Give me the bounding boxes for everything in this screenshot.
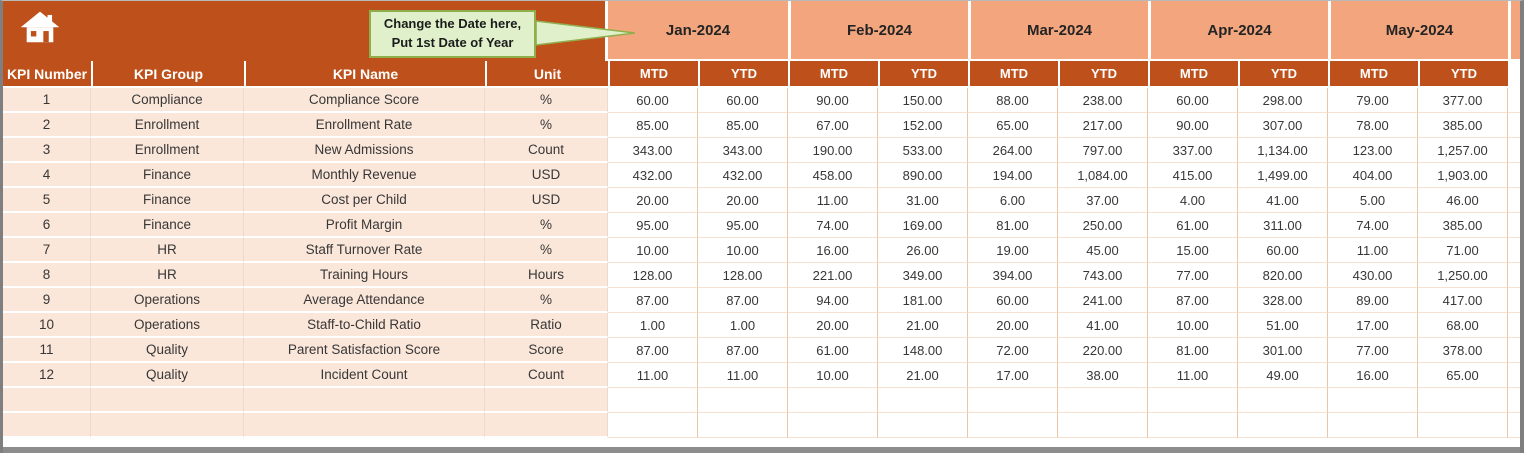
value-cell[interactable]: 181.00 [878,288,968,313]
col-header-unit[interactable]: Unit [485,61,608,88]
kpi-number-cell[interactable]: 5 [3,188,91,213]
value-cell[interactable] [1148,413,1238,438]
cut-off-cell [1508,363,1520,388]
value-cell[interactable]: 20.00 [968,313,1058,338]
value-cell[interactable]: 88.00 [968,88,1058,113]
value-cell[interactable]: 19.00 [968,238,1058,263]
unit-cell[interactable]: Hours [485,263,608,288]
value-cell[interactable]: 20.00 [698,188,788,213]
kpi-name-cell[interactable]: Enrollment Rate [244,113,485,138]
kpi-group-cell[interactable]: Enrollment [91,138,244,163]
value-cell[interactable]: 11.00 [788,188,878,213]
value-cell[interactable]: 11.00 [608,363,698,388]
unit-cell[interactable]: % [485,238,608,263]
value-cell[interactable]: 190.00 [788,138,878,163]
unit-cell[interactable]: USD [485,163,608,188]
value-cell[interactable]: 298.00 [1238,88,1328,113]
value-cell[interactable] [1328,413,1418,438]
value-cell[interactable]: 72.00 [968,338,1058,363]
cut-off-cell [1508,188,1520,213]
value-cell[interactable]: 10.00 [1148,313,1238,338]
value-cell[interactable]: 238.00 [1058,88,1148,113]
callout-line-2: Put 1st Date of Year [391,35,514,50]
value-cell[interactable]: 311.00 [1238,213,1328,238]
kpi-name-cell[interactable]: Incident Count [244,363,485,388]
value-cell[interactable]: 250.00 [1058,213,1148,238]
value-cell[interactable]: 26.00 [878,238,968,263]
value-cell[interactable] [1148,388,1238,413]
value-cell[interactable]: 85.00 [608,113,698,138]
value-cell[interactable]: 343.00 [698,138,788,163]
value-cell[interactable]: 61.00 [1148,213,1238,238]
home-icon [19,9,61,51]
unit-cell[interactable]: % [485,288,608,313]
unit-cell[interactable]: Count [485,363,608,388]
kpi-group-cell[interactable] [91,413,244,438]
value-cell[interactable] [1058,388,1148,413]
value-cell[interactable]: 241.00 [1058,288,1148,313]
value-cell[interactable] [608,388,698,413]
value-cell[interactable]: 90.00 [1148,113,1238,138]
value-cell[interactable]: 307.00 [1238,113,1328,138]
value-cell[interactable]: 1.00 [608,313,698,338]
value-cell[interactable] [968,388,1058,413]
month-label: Feb-2024 [846,21,913,39]
value-cell[interactable]: 1,250.00 [1418,263,1508,288]
value-cell[interactable]: 10.00 [608,238,698,263]
value-cell[interactable]: 10.00 [698,238,788,263]
header-cut-off-cell [1508,61,1520,88]
value-cell[interactable]: 337.00 [1148,138,1238,163]
value-cell[interactable] [1238,413,1328,438]
month-label: Jan-2024 [665,21,731,39]
value-cell[interactable]: 65.00 [968,113,1058,138]
cut-off-cell [1508,388,1520,413]
value-cell[interactable]: 51.00 [1238,313,1328,338]
col-header-apr-ytd[interactable]: YTD [1238,61,1328,88]
window-bottom-border [3,447,1520,453]
cut-off-cell [1508,88,1520,113]
value-cell[interactable]: 16.00 [788,238,878,263]
value-cell[interactable]: 41.00 [1238,188,1328,213]
value-cell[interactable]: 1,903.00 [1418,163,1508,188]
value-cell[interactable]: 377.00 [1418,88,1508,113]
value-cell[interactable]: 11.00 [1148,363,1238,388]
cut-off-cell [1508,288,1520,313]
col-header-kpi-name[interactable]: KPI Name [244,61,485,88]
value-cell[interactable]: 74.00 [1328,213,1418,238]
value-cell[interactable]: 87.00 [698,288,788,313]
value-cell[interactable] [968,413,1058,438]
value-cell[interactable]: 61.00 [788,338,878,363]
value-cell[interactable]: 11.00 [698,363,788,388]
col-header-mar-ytd[interactable]: YTD [1058,61,1148,88]
col-header-apr-mtd[interactable]: MTD [1148,61,1238,88]
cut-off-cell [1508,313,1520,338]
kpi-name-cell[interactable]: Parent Satisfaction Score [244,338,485,363]
col-header-may-ytd[interactable]: YTD [1418,61,1508,88]
value-cell[interactable]: 148.00 [878,338,968,363]
kpi-name-cell[interactable]: Staff Turnover Rate [244,238,485,263]
value-cell[interactable] [1238,388,1328,413]
value-cell[interactable]: 123.00 [1328,138,1418,163]
kpi-name-cell[interactable] [244,388,485,413]
kpi-name-cell[interactable]: Cost per Child [244,188,485,213]
kpi-name-cell[interactable] [244,413,485,438]
kpi-group-cell[interactable] [91,388,244,413]
kpi-group-cell[interactable]: Enrollment [91,113,244,138]
value-cell[interactable]: 301.00 [1238,338,1328,363]
value-cell[interactable]: 87.00 [608,288,698,313]
value-cell[interactable]: 89.00 [1328,288,1418,313]
value-cell[interactable]: 458.00 [788,163,878,188]
value-cell[interactable]: 1,084.00 [1058,163,1148,188]
kpi-number-cell[interactable]: 2 [3,113,91,138]
value-cell[interactable]: 533.00 [878,138,968,163]
value-cell[interactable]: 4.00 [1148,188,1238,213]
month-header-cut-off [1508,1,1520,61]
kpi-number-cell[interactable]: 6 [3,213,91,238]
kpi-number-cell[interactable]: 7 [3,238,91,263]
kpi-number-cell[interactable]: 12 [3,363,91,388]
unit-cell[interactable]: % [485,88,608,113]
value-cell[interactable]: 152.00 [878,113,968,138]
month-label: May-2024 [1385,21,1454,39]
value-cell[interactable]: 31.00 [878,188,968,213]
value-cell[interactable]: 385.00 [1418,213,1508,238]
kpi-group-cell[interactable]: HR [91,238,244,263]
kpi-name-cell[interactable]: Staff-to-Child Ratio [244,313,485,338]
value-cell[interactable] [1418,388,1508,413]
kpi-number-cell[interactable] [3,388,91,413]
kpi-number-cell[interactable]: 8 [3,263,91,288]
kpi-group-cell[interactable]: Finance [91,163,244,188]
kpi-number-cell[interactable]: 3 [3,138,91,163]
col-header-jan-mtd[interactable]: MTD [608,61,698,88]
kpi-name-cell[interactable]: Profit Margin [244,213,485,238]
value-cell[interactable] [698,413,788,438]
unit-cell[interactable]: Count [485,138,608,163]
month-label: Mar-2024 [1026,21,1093,39]
value-cell[interactable]: 743.00 [1058,263,1148,288]
value-cell[interactable]: 37.00 [1058,188,1148,213]
value-cell[interactable]: 77.00 [1328,338,1418,363]
value-cell[interactable]: 60.00 [1238,238,1328,263]
value-cell[interactable]: 169.00 [878,213,968,238]
kpi-group-cell[interactable]: Compliance [91,88,244,113]
month-header-apr[interactable] [1148,1,1328,61]
value-cell[interactable]: 150.00 [878,88,968,113]
value-cell[interactable]: 95.00 [698,213,788,238]
value-cell[interactable]: 71.00 [1418,238,1508,263]
month-header-may[interactable] [1328,1,1508,61]
value-cell[interactable]: 17.00 [968,363,1058,388]
value-cell[interactable]: 45.00 [1058,238,1148,263]
value-cell[interactable]: 1,257.00 [1418,138,1508,163]
kpi-name-cell[interactable]: New Admissions [244,138,485,163]
cut-off-cell [1508,413,1520,438]
kpi-group-cell[interactable]: Operations [91,313,244,338]
value-cell[interactable]: 15.00 [1148,238,1238,263]
value-cell[interactable]: 68.00 [1418,313,1508,338]
value-cell[interactable]: 217.00 [1058,113,1148,138]
value-cell[interactable]: 432.00 [608,163,698,188]
value-cell[interactable]: 81.00 [968,213,1058,238]
value-cell[interactable]: 6.00 [968,188,1058,213]
value-cell[interactable]: 87.00 [608,338,698,363]
month-label: Apr-2024 [1207,21,1272,39]
unit-cell[interactable] [485,413,608,438]
value-cell[interactable]: 79.00 [1328,88,1418,113]
kpi-name-cell[interactable]: Compliance Score [244,88,485,113]
value-cell[interactable]: 432.00 [698,163,788,188]
value-cell[interactable]: 1,499.00 [1238,163,1328,188]
value-cell[interactable]: 21.00 [878,363,968,388]
col-header-kpi-number[interactable]: KPI Number [3,61,91,88]
value-cell[interactable] [1328,388,1418,413]
value-cell[interactable]: 60.00 [1148,88,1238,113]
value-cell[interactable]: 378.00 [1418,338,1508,363]
change-date-callout[interactable] [369,10,536,58]
unit-cell[interactable]: Score [485,338,608,363]
value-cell[interactable]: 394.00 [968,263,1058,288]
cut-off-cell [1508,263,1520,288]
value-cell[interactable]: 10.00 [788,363,878,388]
unit-cell[interactable]: % [485,213,608,238]
value-cell[interactable]: 11.00 [1328,238,1418,263]
value-cell[interactable]: 60.00 [608,88,698,113]
sheet-grid [3,1,1520,438]
unit-cell[interactable] [485,388,608,413]
value-cell[interactable]: 90.00 [788,88,878,113]
value-cell[interactable]: 264.00 [968,138,1058,163]
cut-off-cell [1508,238,1520,263]
col-header-feb-mtd[interactable]: MTD [788,61,878,88]
value-cell[interactable]: 385.00 [1418,113,1508,138]
kpi-number-cell[interactable]: 11 [3,338,91,363]
value-cell[interactable]: 65.00 [1418,363,1508,388]
unit-cell[interactable]: USD [485,188,608,213]
kpi-number-cell[interactable]: 9 [3,288,91,313]
value-cell[interactable]: 21.00 [878,313,968,338]
kpi-group-cell[interactable]: Operations [91,288,244,313]
kpi-name-cell[interactable]: Training Hours [244,263,485,288]
kpi-group-cell[interactable]: HR [91,263,244,288]
col-header-may-mtd[interactable]: MTD [1328,61,1418,88]
value-cell[interactable]: 78.00 [1328,113,1418,138]
kpi-number-cell[interactable]: 1 [3,88,91,113]
value-cell[interactable]: 1,134.00 [1238,138,1328,163]
value-cell[interactable]: 194.00 [968,163,1058,188]
value-cell[interactable]: 349.00 [878,263,968,288]
value-cell[interactable]: 5.00 [1328,188,1418,213]
value-cell[interactable]: 343.00 [608,138,698,163]
value-cell[interactable] [608,413,698,438]
callout-pointer [536,15,638,55]
col-header-feb-ytd[interactable]: YTD [878,61,968,88]
value-cell[interactable] [788,388,878,413]
value-cell[interactable]: 77.00 [1148,263,1238,288]
value-cell[interactable]: 49.00 [1238,363,1328,388]
value-cell[interactable]: 128.00 [608,263,698,288]
unit-cell[interactable]: Ratio [485,313,608,338]
value-cell[interactable]: 41.00 [1058,313,1148,338]
value-cell[interactable]: 87.00 [1148,288,1238,313]
value-cell[interactable] [1058,413,1148,438]
value-cell[interactable]: 17.00 [1328,313,1418,338]
cut-off-cell [1508,338,1520,363]
value-cell[interactable]: 60.00 [698,88,788,113]
value-cell[interactable]: 328.00 [1238,288,1328,313]
kpi-group-cell[interactable]: Finance [91,213,244,238]
col-header-mar-mtd[interactable]: MTD [968,61,1058,88]
value-cell[interactable]: 20.00 [608,188,698,213]
value-cell[interactable]: 16.00 [1328,363,1418,388]
callout-line-1: Change the Date here, [383,16,522,32]
cut-off-cell [1508,163,1520,188]
col-header-jan-ytd[interactable]: YTD [698,61,788,88]
value-cell[interactable]: 94.00 [788,288,878,313]
value-cell[interactable]: 87.00 [698,338,788,363]
kpi-group-cell[interactable]: Quality [91,338,244,363]
value-cell[interactable]: 1.00 [698,313,788,338]
value-cell[interactable]: 430.00 [1328,263,1418,288]
value-cell[interactable]: 95.00 [608,213,698,238]
kpi-number-cell[interactable] [3,413,91,438]
value-cell[interactable]: 128.00 [698,263,788,288]
value-cell[interactable]: 415.00 [1148,163,1238,188]
value-cell[interactable]: 797.00 [1058,138,1148,163]
value-cell[interactable] [878,388,968,413]
kpi-name-cell[interactable]: Monthly Revenue [244,163,485,188]
value-cell[interactable]: 74.00 [788,213,878,238]
kpi-number-cell[interactable]: 4 [3,163,91,188]
value-cell[interactable]: 81.00 [1148,338,1238,363]
cut-off-cell [1508,113,1520,138]
value-cell[interactable]: 46.00 [1418,188,1508,213]
value-cell[interactable]: 820.00 [1238,263,1328,288]
value-cell[interactable] [1418,413,1508,438]
value-cell[interactable]: 38.00 [1058,363,1148,388]
kpi-group-cell[interactable]: Finance [91,188,244,213]
kpi-name-cell[interactable]: Average Attendance [244,288,485,313]
home-button[interactable] [18,9,62,53]
value-cell[interactable] [788,413,878,438]
value-cell[interactable]: 67.00 [788,113,878,138]
month-header-mar[interactable] [968,1,1148,61]
value-cell[interactable]: 220.00 [1058,338,1148,363]
value-cell[interactable] [698,388,788,413]
kpi-group-cell[interactable]: Quality [91,363,244,388]
value-cell[interactable]: 85.00 [698,113,788,138]
value-cell[interactable]: 404.00 [1328,163,1418,188]
cut-off-cell [1508,213,1520,238]
unit-cell[interactable]: % [485,113,608,138]
value-cell[interactable]: 60.00 [968,288,1058,313]
value-cell[interactable] [878,413,968,438]
value-cell[interactable]: 20.00 [788,313,878,338]
month-header-feb[interactable] [788,1,968,61]
value-cell[interactable]: 890.00 [878,163,968,188]
value-cell[interactable]: 417.00 [1418,288,1508,313]
col-header-kpi-group[interactable]: KPI Group [91,61,244,88]
kpi-number-cell[interactable]: 10 [3,313,91,338]
value-cell[interactable]: 221.00 [788,263,878,288]
cut-off-cell [1508,138,1520,163]
